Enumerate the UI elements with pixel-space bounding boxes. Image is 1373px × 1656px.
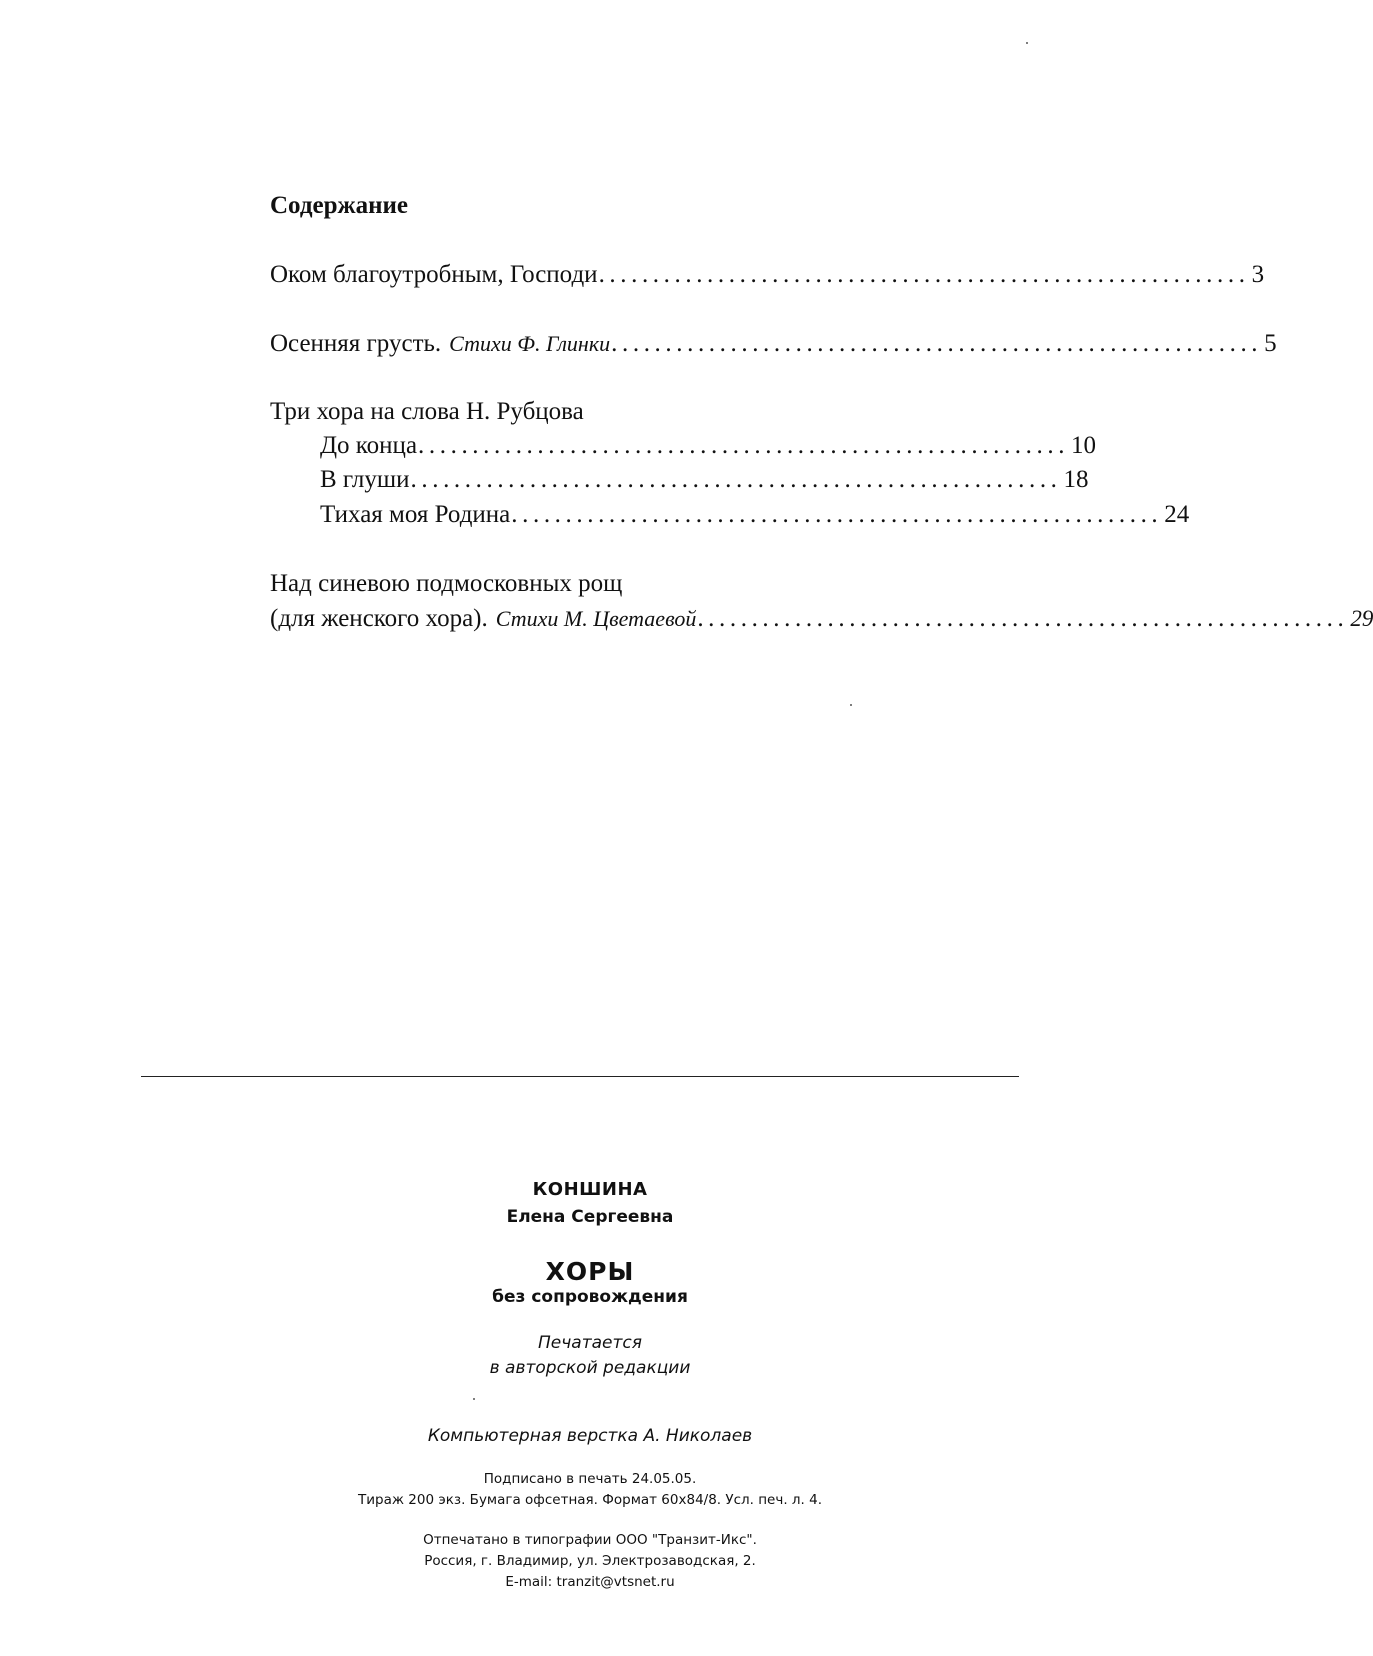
toc-dot-leader: ............................................................	[697, 605, 1349, 632]
colophon-layout-credit: Компьютерная верстка А. Николаев	[427, 1426, 753, 1446]
toc-entry-title: Тихая моя Родина	[320, 501, 511, 528]
toc-entry-page: 10	[1071, 432, 1097, 459]
toc-entry-author: Стихи Ф. Глинки	[449, 331, 611, 356]
colophon-print-info: Подписано в печать 24.05.05.	[483, 1471, 697, 1487]
toc-group-heading: Три хора на слова Н. Рубцова	[270, 398, 584, 425]
toc-entry-page: 5	[1264, 330, 1277, 357]
toc-entry-page: 18	[1063, 466, 1089, 493]
toc-entry	[270, 602, 1373, 636]
toc-entry	[320, 498, 1190, 532]
toc-entry-title: (для женского хора).	[270, 605, 488, 632]
colophon-author-surname: КОНШИНА	[532, 1179, 648, 1200]
colophon-printer-info: Отпечатано в типографии ООО "Транзит-Икс".	[423, 1532, 757, 1548]
colophon-book-title: ХОРЫ	[545, 1257, 635, 1286]
toc-entry	[320, 463, 1089, 497]
toc-heading: Содержание	[270, 192, 409, 219]
toc-entry-page: 3	[1251, 261, 1265, 288]
toc-entry-author: Стихи М. Цветаевой	[495, 606, 697, 631]
colophon-printer-email: E-mail: tranzit@vtsnet.ru	[505, 1574, 675, 1590]
toc-entry-page: 24	[1164, 501, 1190, 528]
toc-entry-title-line1: Над синевою подмосковных рощ	[270, 570, 623, 597]
toc-dot-leader: ............................................................	[511, 501, 1163, 528]
toc-dot-leader: ............................................................	[418, 432, 1070, 459]
scan-speck	[1026, 42, 1028, 44]
scan-speck	[473, 1398, 475, 1400]
colophon-author-name: Елена Сергеевна	[506, 1207, 674, 1227]
section-divider	[141, 1076, 1019, 1077]
toc-entry-title: В глуши	[320, 466, 410, 493]
colophon-book-subtitle: без сопровождения	[492, 1287, 688, 1307]
toc-entry-title: Осенняя грусть.	[270, 330, 442, 357]
toc-dot-leader: ............................................................	[598, 261, 1250, 288]
toc-dot-leader: ............................................................	[410, 466, 1062, 493]
toc-entry	[270, 327, 1277, 361]
toc-dot-leader: ............................................................	[611, 330, 1263, 357]
toc-entry-title: До конца	[320, 432, 418, 459]
colophon-printer-info: Россия, г. Владимир, ул. Электрозаводская, 2.	[424, 1553, 756, 1569]
toc-entry	[320, 429, 1097, 463]
toc-entry-page: 29	[1350, 606, 1373, 631]
colophon-print-info: Тираж 200 экз. Бумага офсетная. Формат 60х84/8. Усл. печ. л. 4.	[357, 1492, 823, 1508]
toc-entry	[270, 258, 1265, 292]
colophon-edition-note: Печатается	[538, 1333, 642, 1353]
toc-entry-title: Оком благоутробным, Господи	[270, 261, 598, 288]
scan-speck	[850, 704, 852, 706]
colophon-edition-note: в авторской редакции	[489, 1358, 691, 1378]
